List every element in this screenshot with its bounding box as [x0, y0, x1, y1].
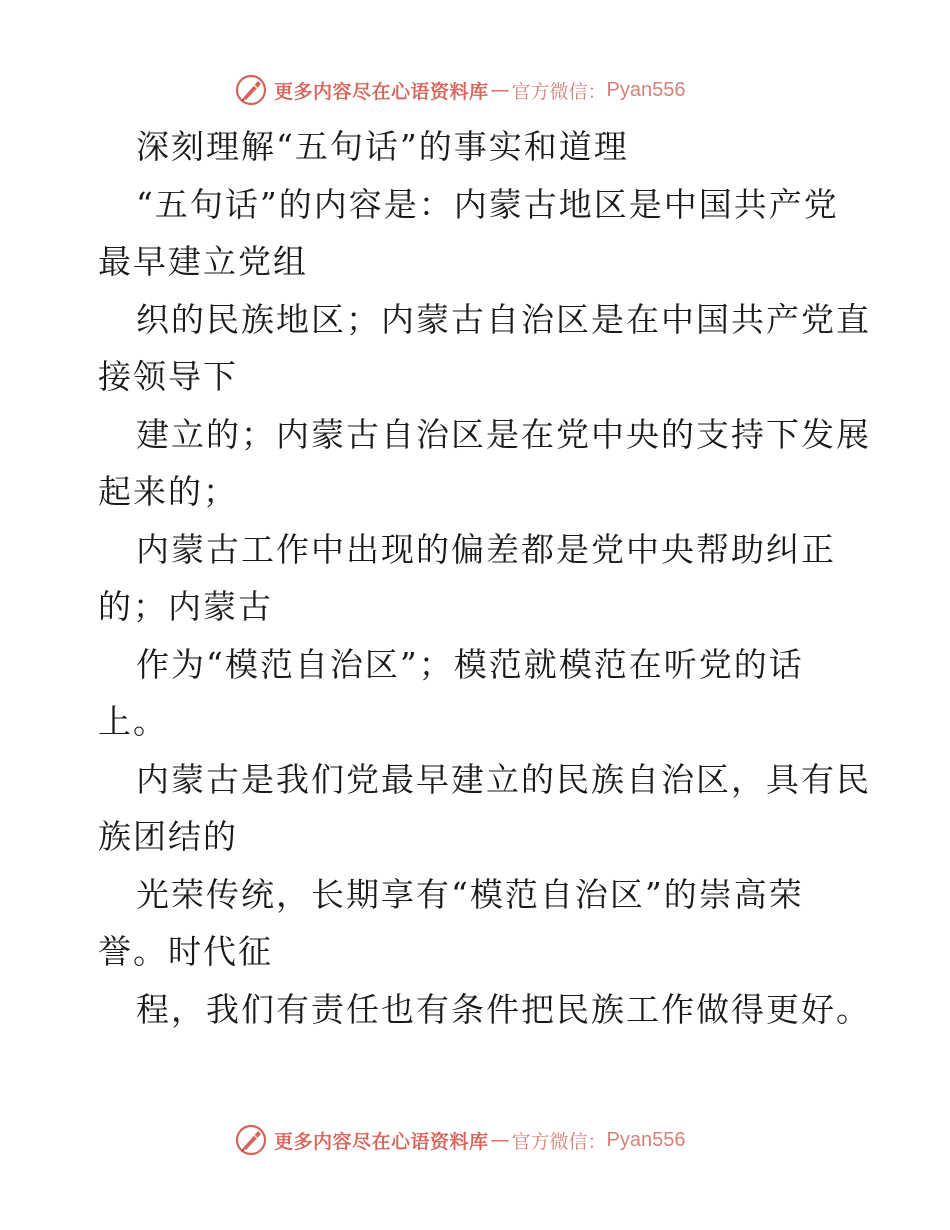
paragraph-line: 的；内蒙古 — [98, 587, 273, 626]
document-body — [98, 118, 871, 1038]
paragraph-line: 光荣传统，长期享有“模范自治区”的崇高荣 — [136, 874, 804, 914]
paragraph-line: 作为“模范自治区”；模范就模范在听党的话 — [136, 644, 804, 684]
paragraph-line: 誉。时代征 — [98, 932, 273, 971]
paragraph-line: 最早建立党组 — [98, 242, 308, 281]
quill-pen-logo-icon — [234, 1123, 268, 1157]
watermark-dash: — — [490, 79, 510, 101]
paragraph-line: 内蒙古是我们党最早建立的民族自治区，具有民 — [136, 759, 871, 799]
paragraph-line: 内蒙古工作中出现的偏差都是党中央帮助纠正 — [136, 529, 836, 569]
watermark-wechat-id: Pyan556 — [606, 78, 686, 101]
watermark-wechat-id: Pyan556 — [606, 1128, 686, 1151]
paragraph-line: 接领导下 — [98, 357, 238, 396]
footer-watermark — [234, 1122, 754, 1158]
watermark-brand-text: 更多内容尽在心语资料库 — [274, 1130, 489, 1153]
paragraph-line: 上。 — [98, 702, 168, 741]
paragraph-line: 织的民族地区；内蒙古自治区是在中国共产党直 — [136, 299, 871, 339]
header-watermark — [234, 72, 754, 108]
watermark-dash: — — [490, 1129, 510, 1151]
paragraph-line: 程，我们有责任也有条件把民族工作做得更好。 — [136, 989, 871, 1029]
paragraph-line: 建立的；内蒙古自治区是在党中央的支持下发展 — [136, 414, 871, 454]
quill-pen-logo-icon — [234, 73, 268, 107]
watermark-wechat-label: 官方微信： — [511, 1130, 607, 1153]
document-title-line: 深刻理解“五句话”的事实和道理 — [136, 127, 629, 166]
paragraph-line: “五句话”的内容是：内蒙古地区是中国共产党 — [136, 184, 839, 224]
watermark-wechat-label: 官方微信： — [511, 80, 607, 103]
paragraph-line: 族团结的 — [98, 817, 238, 856]
watermark-brand-text: 更多内容尽在心语资料库 — [274, 80, 489, 103]
paragraph-line: 起来的； — [98, 472, 238, 511]
